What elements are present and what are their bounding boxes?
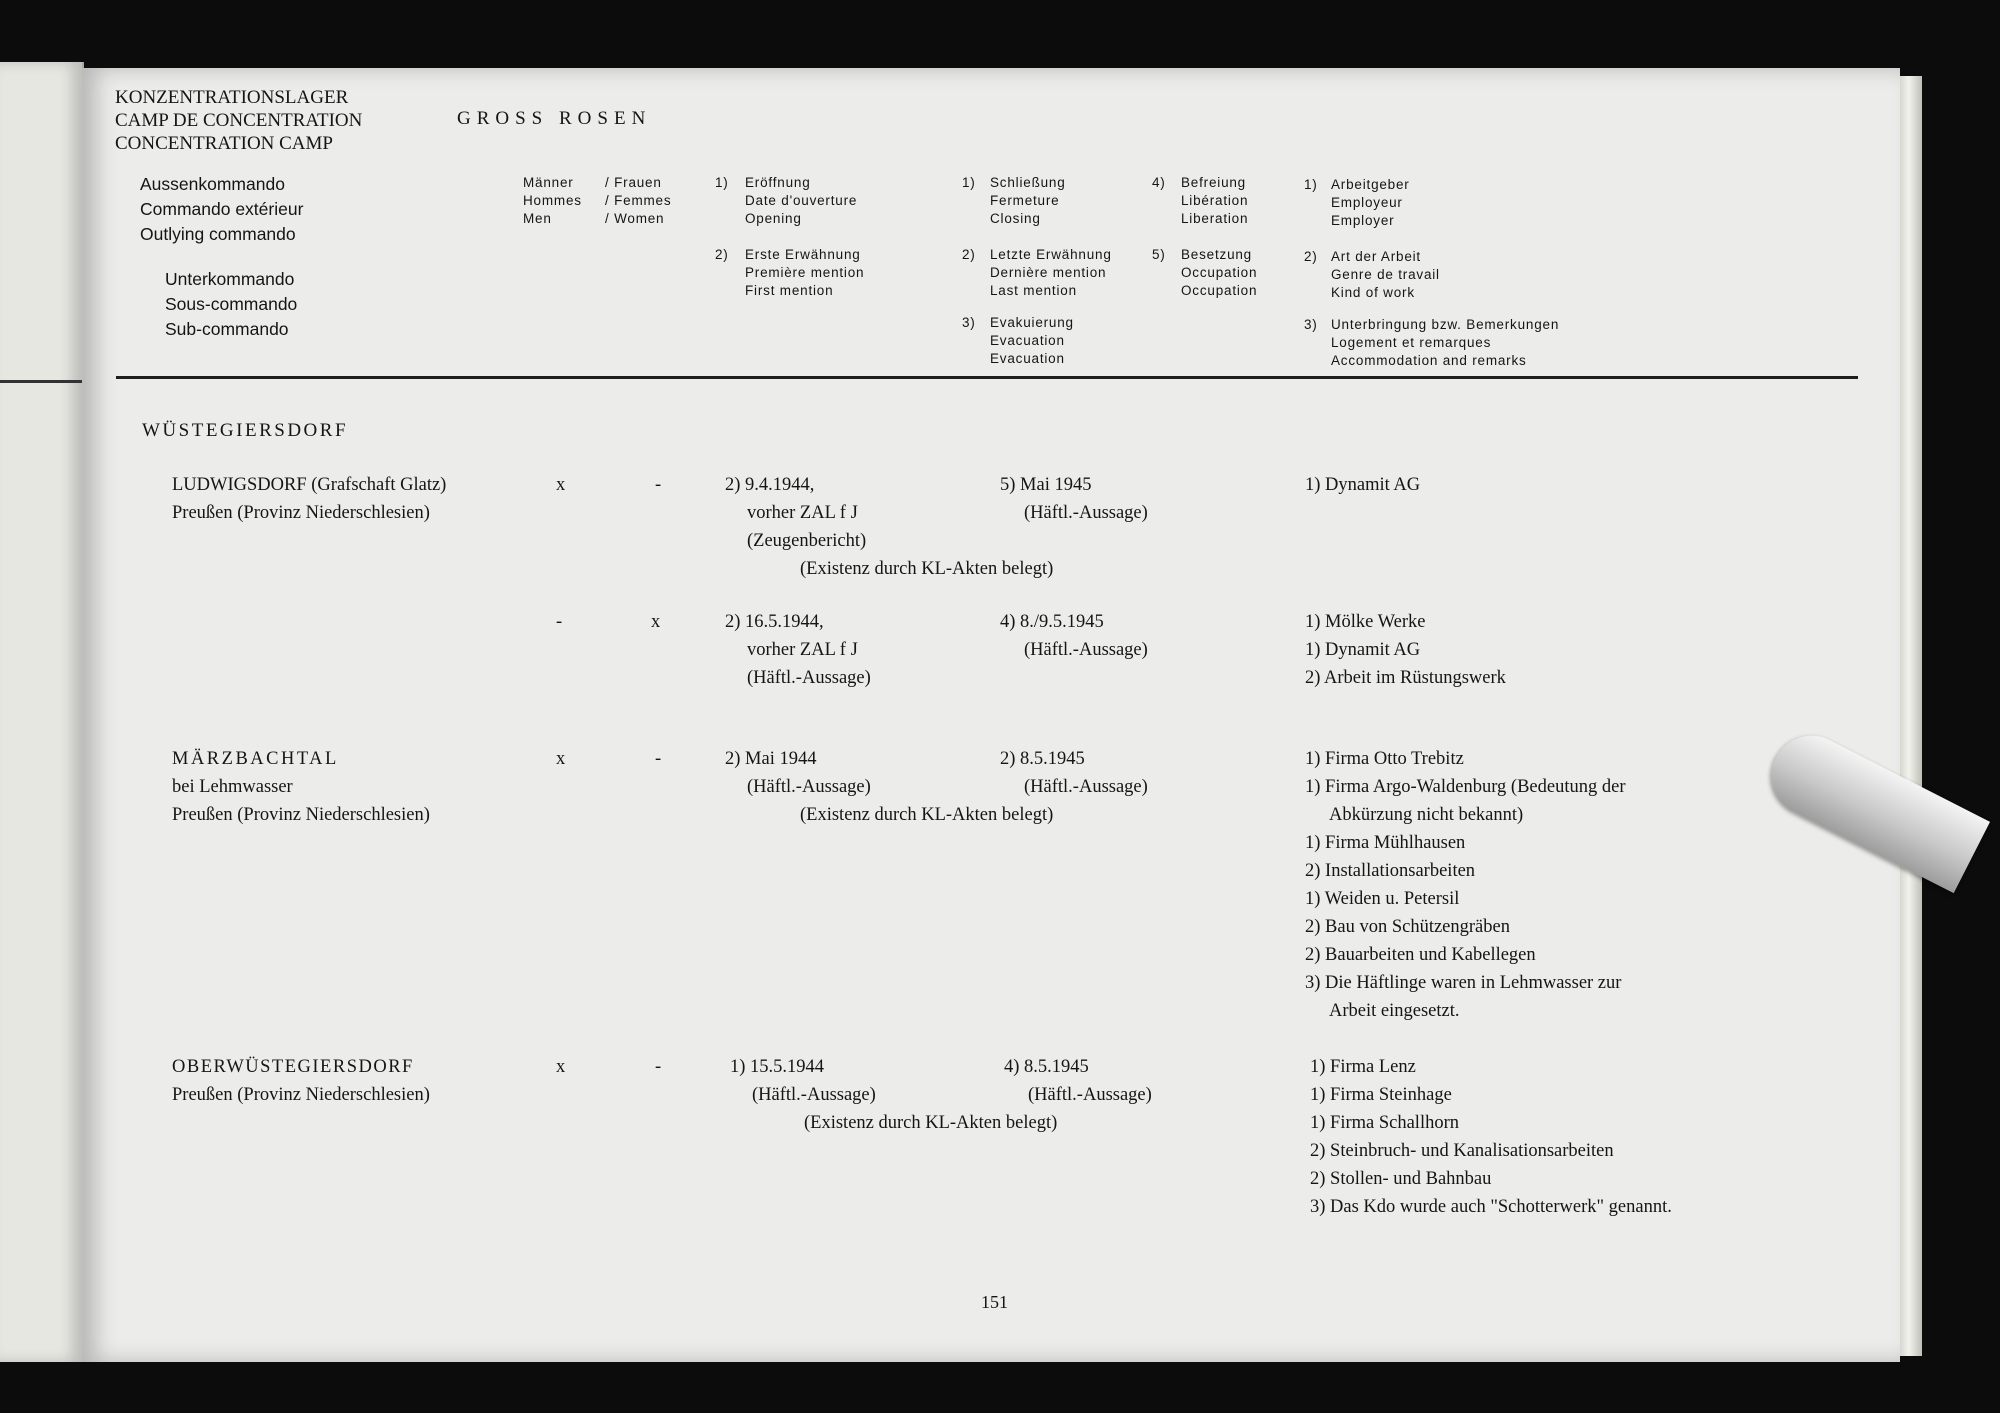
work-details: 1) Firma Lenz 1) Firma Steinhage 1) Firma Schallhorn 2) Steinbruch- und Kanalisationsarbeiten 2) Stollen- und Bahnbau 3) Das Kdo wurde auch "Schotterwerk" genannt. xyxy=(1310,1057,1672,1217)
closing-date: 4) 8.5.1945 (Häftl.-Aussage) xyxy=(1004,1057,1152,1105)
legend-first-mention: Erste Erwähnung Première mention First mention xyxy=(745,247,865,298)
gender-legend-men: Männer Hommes Men xyxy=(523,175,582,226)
section-title: WÜSTEGIERSDORF xyxy=(142,420,349,441)
evidence-note: (Existenz durch KL-Akten belegt) xyxy=(800,559,1054,579)
closing-date: 2) 8.5.1945 (Häftl.-Aussage) xyxy=(1000,749,1148,797)
legend-occupation: Besetzung Occupation Occupation xyxy=(1181,247,1258,298)
men-mark: - xyxy=(556,612,563,632)
legend-num: 3) xyxy=(1304,317,1318,332)
subcamp-name: LUDWIGSDORF (Grafschaft Glatz) Preußen (Provinz Niederschlesien) xyxy=(172,475,447,523)
legend-opening: Eröffnung Date d'ouverture Opening xyxy=(745,175,858,226)
subcamp-name: OBERWÜSTEGIERSDORF Preußen (Provinz Niederschlesien) xyxy=(172,1057,430,1105)
camp-name: GROSS ROSEN xyxy=(457,108,652,129)
closing-date: 4) 8./9.5.1945 (Häftl.-Aussage) xyxy=(1000,612,1148,660)
men-mark: x xyxy=(556,1057,566,1077)
legend-num: 1) xyxy=(962,175,976,190)
legend-last-mention: Letzte Erwähnung Dernière mention Last mention xyxy=(990,247,1112,298)
opening-date: 2) 9.4.1944, vorher ZAL f J (Zeugenbericht) xyxy=(725,475,867,551)
legend-num: 2) xyxy=(1304,249,1318,264)
evidence-note: (Existenz durch KL-Akten belegt) xyxy=(800,805,1054,825)
evidence-note: (Existenz durch KL-Akten belegt) xyxy=(804,1113,1058,1133)
legend-num: 1) xyxy=(715,175,729,190)
opening-date: 2) 16.5.1944, vorher ZAL f J (Häftl.-Aussage) xyxy=(725,612,871,688)
facing-page-edge xyxy=(0,62,84,1362)
men-mark: x xyxy=(556,749,566,769)
legend-employer: Arbeitgeber Employeur Employer xyxy=(1331,177,1410,228)
legend-num: 2) xyxy=(715,247,729,262)
women-mark: x xyxy=(651,612,661,632)
camp-type-title: KONZENTRATIONSLAGER CAMP DE CONCENTRATION CONCENTRATION CAMP xyxy=(115,87,363,154)
legend-num: 4) xyxy=(1152,175,1166,190)
work-details: 1) Dynamit AG xyxy=(1305,475,1421,495)
legend-num: 3) xyxy=(962,315,976,330)
legend-liberation: Befreiung Libération Liberation xyxy=(1181,175,1249,226)
page-number: 151 xyxy=(981,1292,1008,1312)
legend-num: 2) xyxy=(962,247,976,262)
aussenkommando-label: Aussenkommando Commando extérieur Outlying commando xyxy=(140,174,304,244)
closing-date: 5) Mai 1945 (Häftl.-Aussage) xyxy=(1000,475,1148,523)
opening-date: 2) Mai 1944 (Häftl.-Aussage) xyxy=(725,749,871,797)
gender-legend-women: / Frauen / Femmes / Women xyxy=(605,175,672,226)
legend-evacuation: Evakuierung Evacuation Evacuation xyxy=(990,315,1074,366)
legend-num: 5) xyxy=(1152,247,1166,262)
book-page xyxy=(82,68,1900,1362)
subcamp-name: MÄRZBACHTAL bei Lehmwasser Preußen (Provinz Niederschlesien) xyxy=(172,749,430,825)
women-mark: - xyxy=(655,749,662,769)
unterkommando-label: Unterkommando Sous-commando Sub-commando xyxy=(165,269,298,339)
legend-accommodation: Unterbringung bzw. Bemerkungen Logement et remarques Accommodation and remarks xyxy=(1331,317,1560,368)
header-divider xyxy=(116,376,1858,379)
work-details: 1) Mölke Werke 1) Dynamit AG 2) Arbeit im Rüstungswerk xyxy=(1305,612,1506,688)
legend-num: 1) xyxy=(1304,177,1318,192)
women-mark: - xyxy=(655,1057,662,1077)
legend-kind-of-work: Art der Arbeit Genre de travail Kind of work xyxy=(1331,249,1440,300)
opening-date: 1) 15.5.1944 (Häftl.-Aussage) xyxy=(730,1057,876,1105)
women-mark: - xyxy=(655,475,662,495)
men-mark: x xyxy=(556,475,566,495)
work-details: 1) Firma Otto Trebitz 1) Firma Argo-Waldenburg (Bedeutung der Abkürzung nicht bekannt) 1) Firma Mühlhausen 2) Installationsarbeiten 1) Weiden u. Petersil 2) Bau von Schützengräben 2) Bauarbeiten und Kabellegen 3) Die Häftlinge waren in Lehmwasser zur Arbeit eingesetzt. xyxy=(1305,749,1626,1021)
page-stack-edge xyxy=(1900,76,1922,1356)
legend-closing: Schließung Fermeture Closing xyxy=(990,175,1066,226)
